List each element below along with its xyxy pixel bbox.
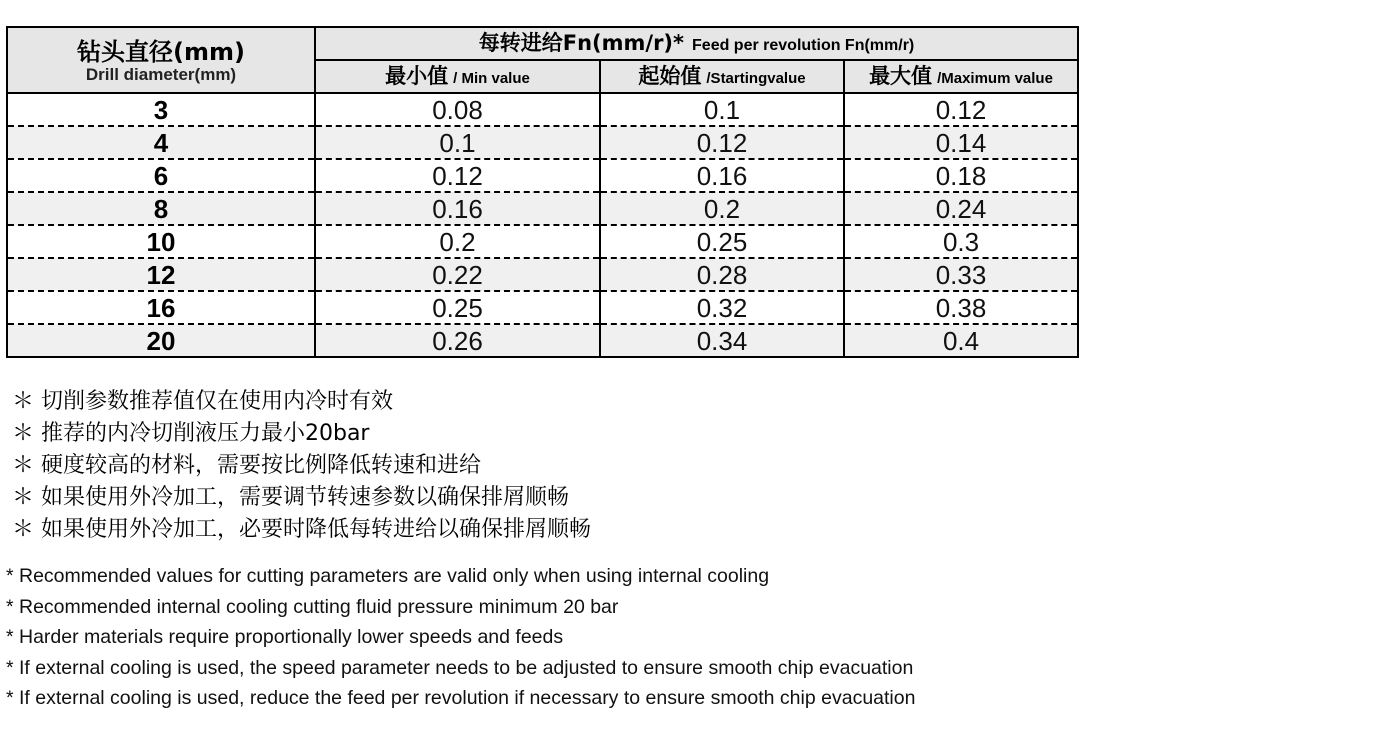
starting-value-cell: 0.25 xyxy=(600,225,844,258)
starting-value-header xyxy=(600,60,844,93)
diameter-header xyxy=(7,27,315,93)
table-row xyxy=(7,225,1078,258)
diameter-header-cn: 钻头直径(mm) xyxy=(77,37,245,66)
note-en-line: * Recommended values for cutting parameters are valid only when using internal cooling xyxy=(6,565,770,587)
max-value-cell: 0.4 xyxy=(844,324,1078,357)
diameter-cell: 4 xyxy=(7,126,315,159)
starting-value-header-cn: 起始值 xyxy=(638,64,702,88)
feed-group-header xyxy=(315,27,1078,60)
starting-value-cell: 0.1 xyxy=(600,93,844,126)
diameter-header-en: Drill diameter(mm) xyxy=(85,64,237,84)
max-value-header-cn: 最大值 xyxy=(869,64,933,88)
min-value-header xyxy=(315,60,600,93)
table-row xyxy=(7,324,1078,357)
max-value-header xyxy=(844,60,1078,93)
note-cn-line: ＊ 推荐的内冷切削液压力最小20bar xyxy=(12,421,370,446)
max-value-cell: 0.14 xyxy=(844,126,1078,159)
feed-group-header-en: Feed per revolution Fn(mm/r) xyxy=(692,37,915,54)
feed-per-revolution-table xyxy=(6,26,1079,358)
table-row xyxy=(7,258,1078,291)
min-value-cell: 0.12 xyxy=(315,159,600,192)
starting-value-cell: 0.34 xyxy=(600,324,844,357)
starting-value-cell: 0.16 xyxy=(600,159,844,192)
min-value-cell: 0.16 xyxy=(315,192,600,225)
starting-value-cell: 0.2 xyxy=(600,192,844,225)
table-row xyxy=(7,126,1078,159)
note-cn-line: ＊ 硬度较高的材料，需要按比例降低转速和进给 xyxy=(12,453,481,478)
min-value-cell: 0.08 xyxy=(315,93,600,126)
starting-value-cell: 0.32 xyxy=(600,291,844,324)
diameter-cell: 10 xyxy=(7,225,315,258)
table-row xyxy=(7,291,1078,324)
diameter-cell: 6 xyxy=(7,159,315,192)
max-value-cell: 0.18 xyxy=(844,159,1078,192)
max-value-cell: 0.24 xyxy=(844,192,1078,225)
diameter-cell: 12 xyxy=(7,258,315,291)
max-value-cell: 0.38 xyxy=(844,291,1078,324)
feed-group-header-cn: 每转进给Fn(mm/r)* xyxy=(478,31,685,55)
note-cn-line: ＊ 如果使用外冷加工，必要时降低每转进给以确保排屑顺畅 xyxy=(12,517,591,542)
notes-english xyxy=(6,561,915,714)
min-value-header-en: / Min value xyxy=(453,70,530,87)
note-en-line: * If external cooling is used, reduce the feed per revolution if necessary to ensure smooth chip evacuation xyxy=(6,687,916,709)
diameter-cell: 16 xyxy=(7,291,315,324)
feed-table-container xyxy=(6,26,1077,358)
note-cn-line: ＊ 切削参数推荐值仅在使用内冷时有效 xyxy=(12,389,393,414)
diameter-cell: 20 xyxy=(7,324,315,357)
notes-chinese xyxy=(12,386,591,546)
min-value-cell: 0.2 xyxy=(315,225,600,258)
min-value-cell: 0.26 xyxy=(315,324,600,357)
note-en-line: * Recommended internal cooling cutting fluid pressure minimum 20 bar xyxy=(6,595,619,618)
min-value-cell: 0.22 xyxy=(315,258,600,291)
diameter-cell: 3 xyxy=(7,93,315,126)
note-en-line: * Harder materials require proportionally lower speeds and feeds xyxy=(6,626,564,648)
table-row xyxy=(7,93,1078,126)
note-cn-line: ＊ 如果使用外冷加工，需要调节转速参数以确保排屑顺畅 xyxy=(12,485,569,510)
max-value-cell: 0.33 xyxy=(844,258,1078,291)
table-header-row xyxy=(7,27,1078,60)
starting-value-cell: 0.12 xyxy=(600,126,844,159)
max-value-cell: 0.3 xyxy=(844,225,1078,258)
note-en-line: * If external cooling is used, the speed parameter needs to be adjusted to ensure smooth chip evacuation xyxy=(6,656,914,679)
max-value-header-en: /Maximum value xyxy=(937,70,1053,87)
min-value-cell: 0.1 xyxy=(315,126,600,159)
starting-value-header-en: /Startingvalue xyxy=(706,70,806,87)
max-value-cell: 0.12 xyxy=(844,93,1078,126)
table-row xyxy=(7,192,1078,225)
table-row xyxy=(7,159,1078,192)
min-value-header-cn: 最小值 xyxy=(385,64,449,88)
starting-value-cell: 0.28 xyxy=(600,258,844,291)
min-value-cell: 0.25 xyxy=(315,291,600,324)
diameter-cell: 8 xyxy=(7,192,315,225)
